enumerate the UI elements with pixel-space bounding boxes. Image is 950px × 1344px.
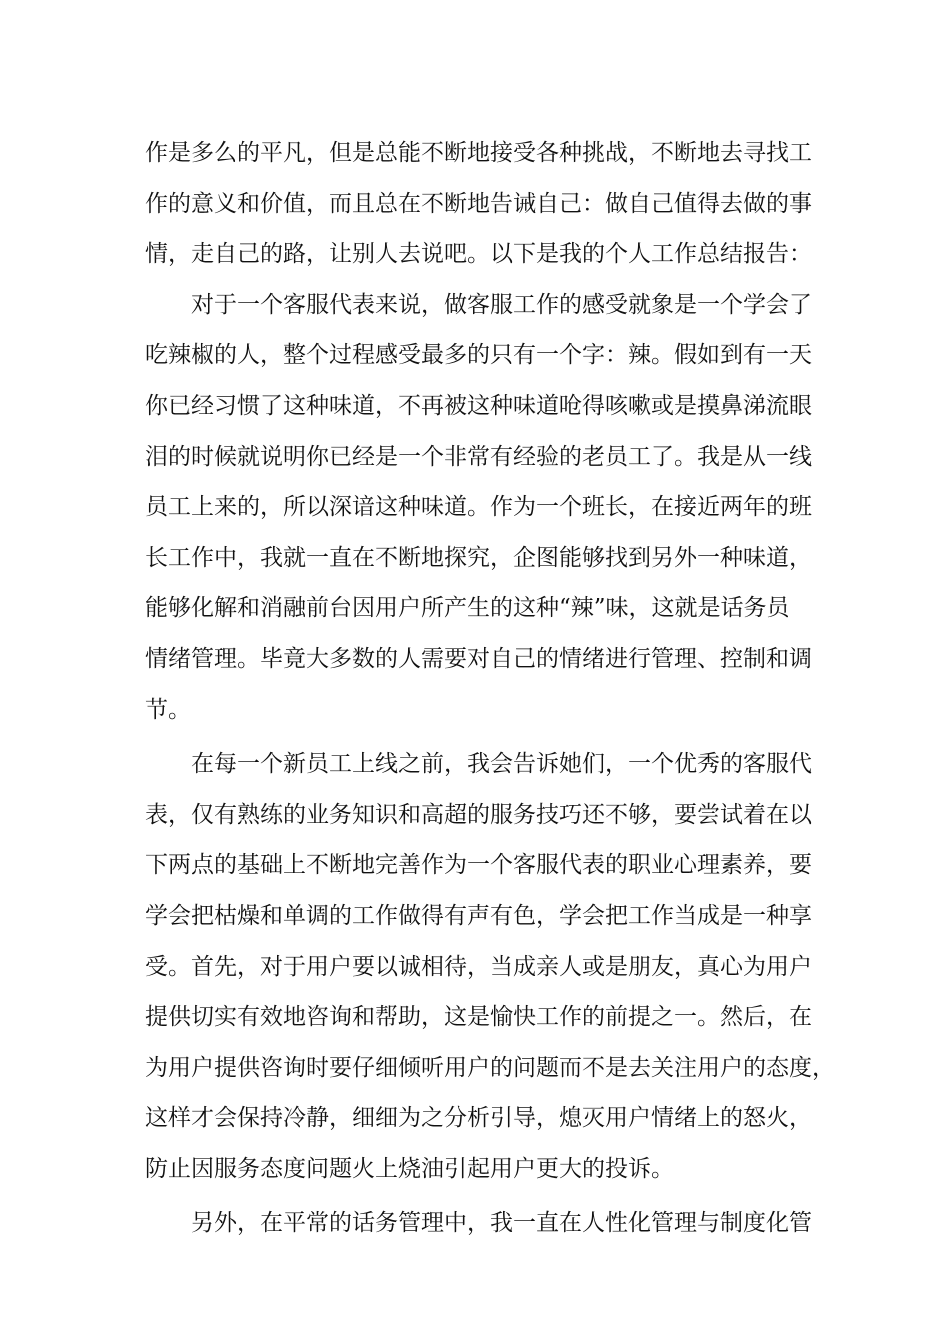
text-line: 对于一个客服代表来说，做客服工作的感受就象是一个学会了 xyxy=(191,291,812,318)
text-line: 能够化解和消融前台因用户所产生的这种“辣”味，这就是话务员 xyxy=(145,595,790,622)
document-body xyxy=(145,128,835,1249)
text-line: 学会把枯燥和单调的工作做得有声有色，学会把工作当成是一种享 xyxy=(145,902,812,929)
text-line: 节。 xyxy=(145,696,191,723)
text-line: 受。首先，对于用户要以诚相待，当成亲人或是朋友，真心为用户 xyxy=(145,953,812,980)
text-line: 这样才会保持冷静，细细为之分析引导，熄灭用户情绪上的怒火， xyxy=(145,1105,812,1132)
text-line: 作是多么的平凡，但是总能不断地接受各种挑战，不断地去寻找工 xyxy=(145,140,812,166)
text-line: 另外，在平常的话务管理中，我一直在人性化管理与制度化管 xyxy=(191,1210,812,1237)
text-line: 长工作中，我就一直在不断地探究，企图能够找到另外一种味道， xyxy=(145,544,812,571)
text-line: 作的意义和价值，而且总在不断地告诫自己：做自己值得去做的事 xyxy=(145,190,812,217)
text-line: 防止因服务态度问题火上烧油引起用户更大的投诉。 xyxy=(145,1155,674,1182)
paragraph xyxy=(145,1198,815,1249)
text-line: 在每一个新员工上线之前，我会告诉她们，一个优秀的客服代 xyxy=(191,751,812,778)
text-line: 表，仅有熟练的业务知识和高超的服务技巧还不够，要尝试着在以 xyxy=(145,801,812,828)
text-line: 情绪管理。毕竟大多数的人需要对自己的情绪进行管理、控制和调 xyxy=(145,645,812,672)
text-line: 提供切实有效地咨询和帮助，这是愉快工作的前提之一。然后，在 xyxy=(145,1004,812,1031)
text-line: 吃辣椒的人，整个过程感受最多的只有一个字：辣。假如到有一天 xyxy=(145,342,812,369)
text-line: 下两点的基础上不断地完善作为一个客服代表的职业心理素养，要 xyxy=(145,852,812,879)
text-line: 泪的时候就说明你已经是一个非常有经验的老员工了。我是从一线 xyxy=(145,443,812,470)
text-line: 情，走自己的路，让别人去说吧。以下是我的个人工作总结报告： xyxy=(145,241,812,268)
paragraph xyxy=(145,739,835,1194)
paragraph xyxy=(145,128,815,280)
paragraph xyxy=(145,280,815,735)
text-line: 员工上来的，所以深谙这种味道。作为一个班长，在接近两年的班 xyxy=(145,494,812,521)
text-line: 为用户提供咨询时要仔细倾听用户的问题而不是去关注用户的态度， xyxy=(145,1054,835,1081)
text-line: 你已经习惯了这种味道，不再被这种味道呛得咳嗽或是摸鼻涕流眼 xyxy=(145,392,812,419)
